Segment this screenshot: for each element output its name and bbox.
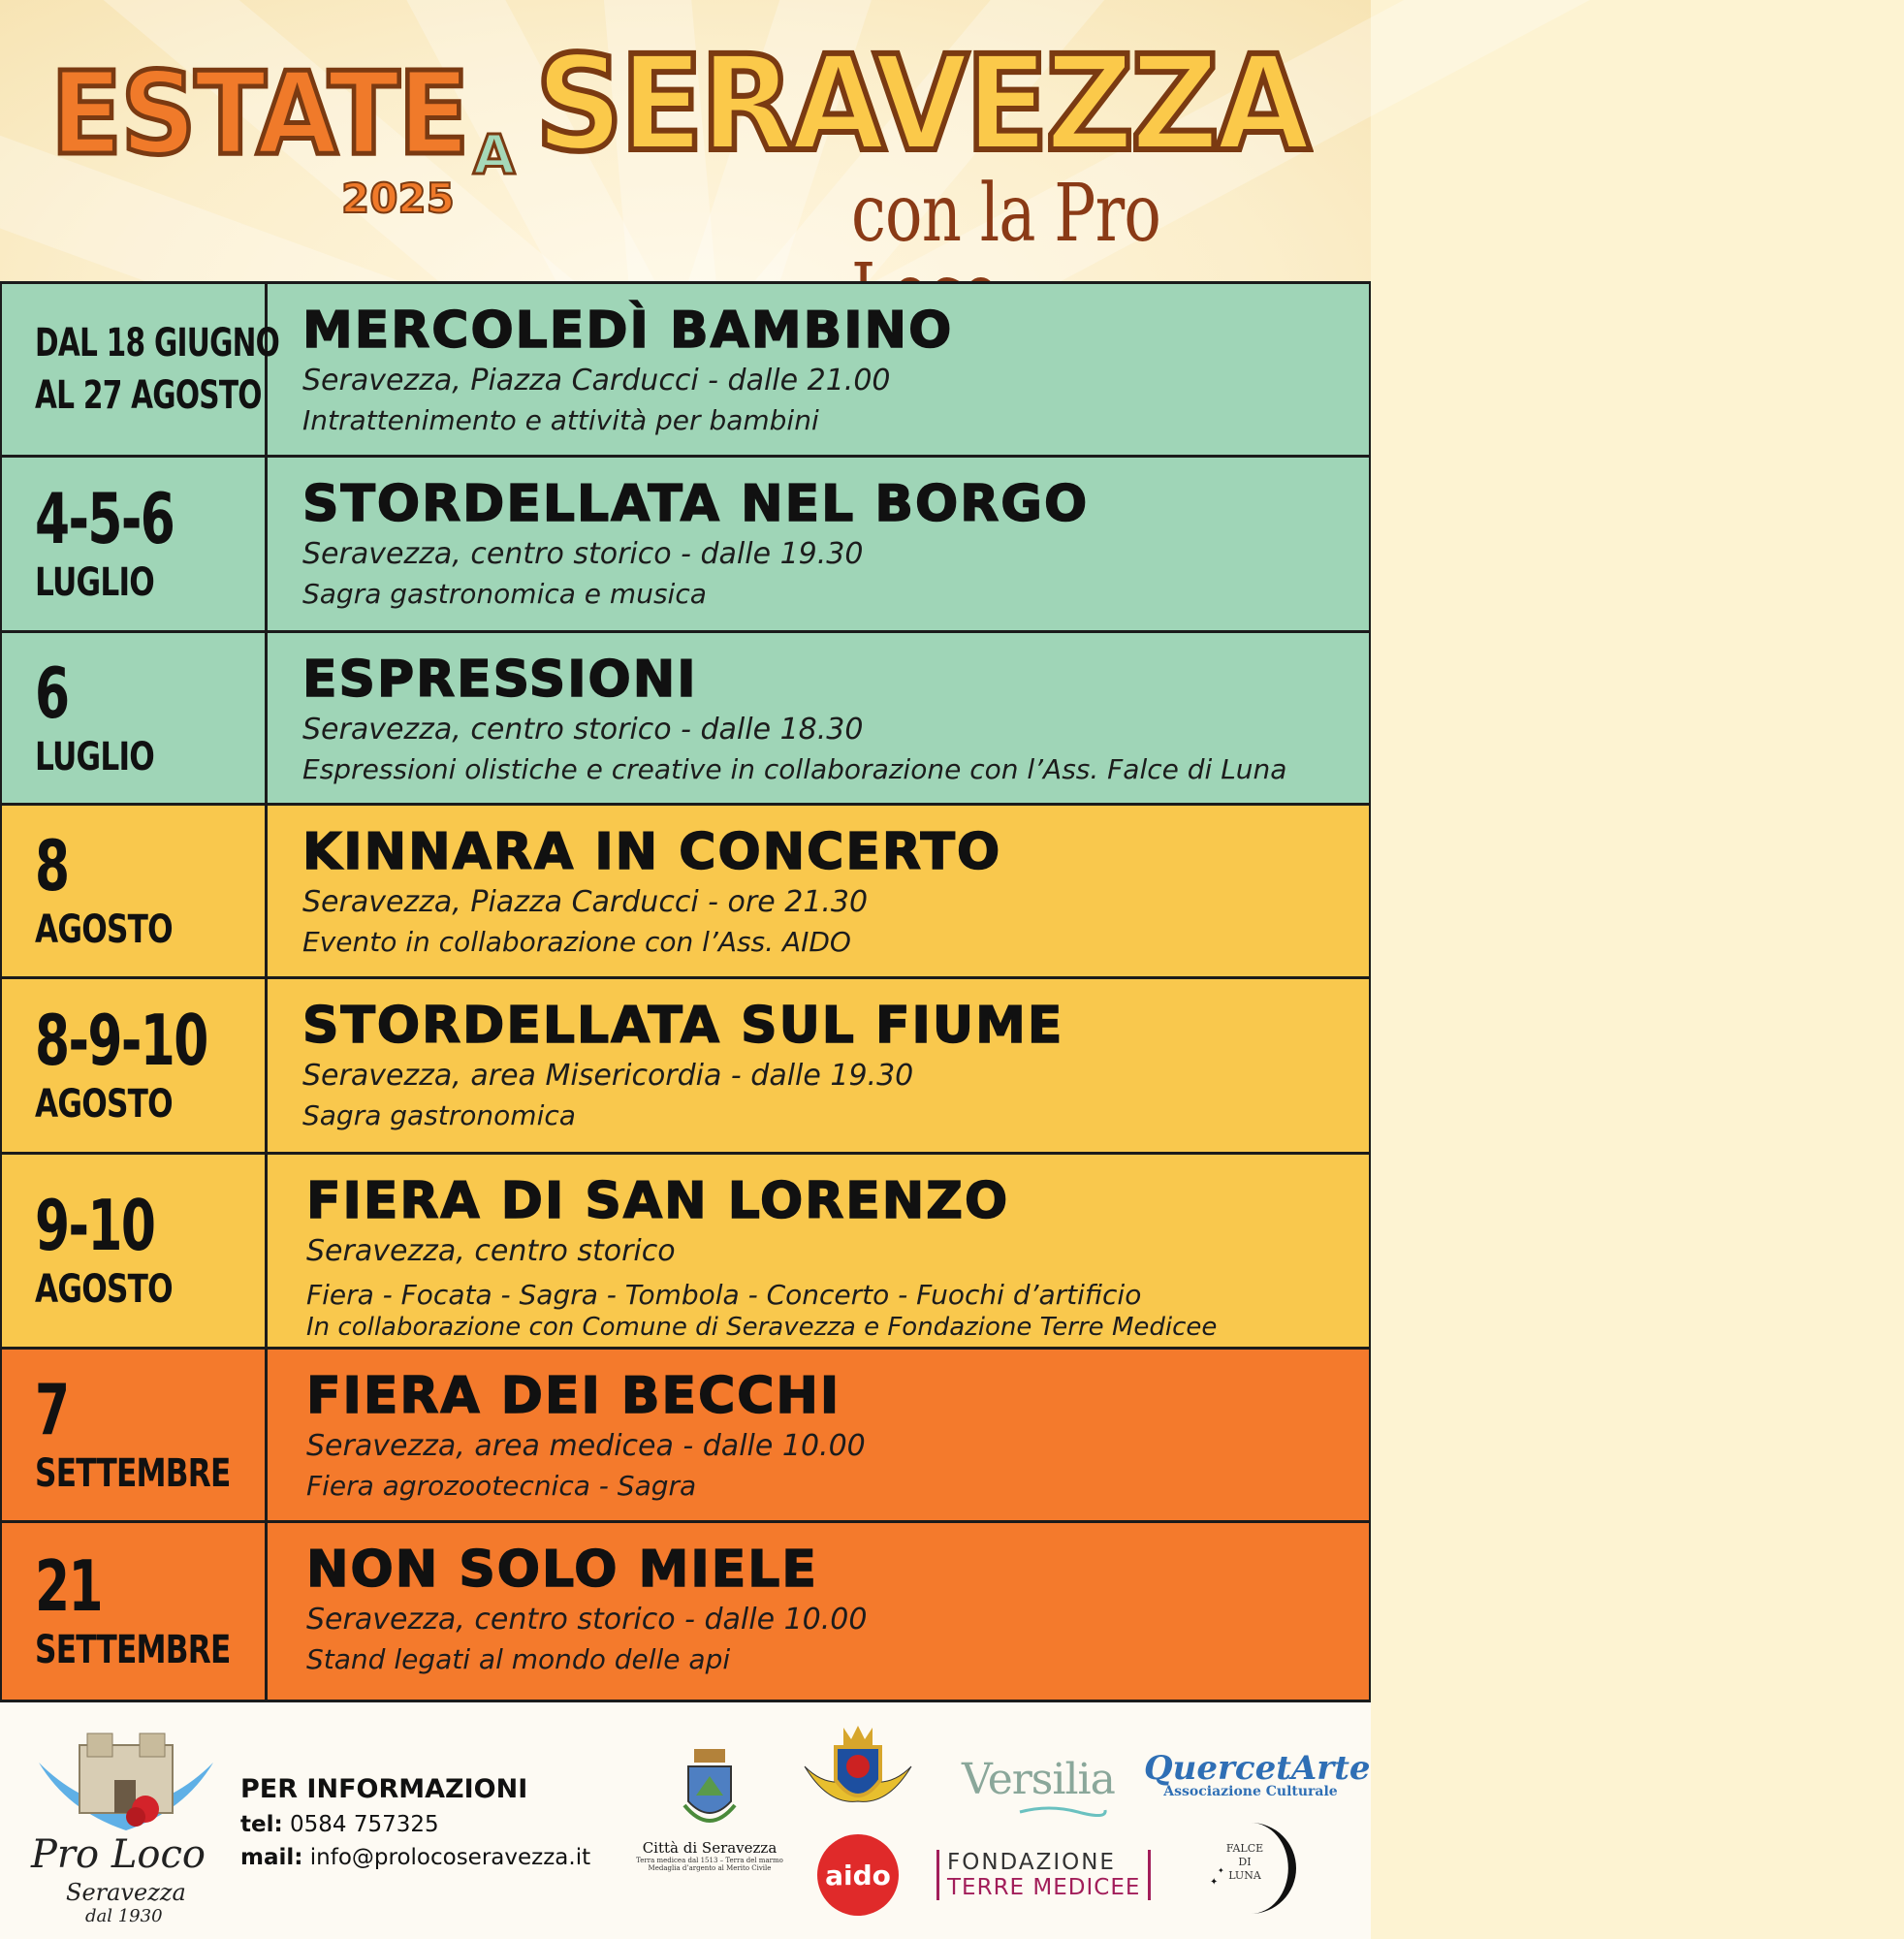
comune-line1: Terra medicea dal 1513 – Terra del marmo [636, 1857, 783, 1864]
mail-label: mail: [240, 1845, 303, 1870]
title-subtitle: con la Pro [851, 168, 1161, 260]
comune-name: Città di Seravezza [642, 1839, 777, 1857]
event-info [268, 1155, 1369, 1347]
event-row [2, 1523, 1369, 1700]
comune-crest-icon [681, 1747, 739, 1834]
title-connector: A [473, 124, 516, 187]
mail-value[interactable]: info@prolocoseravezza.it [309, 1845, 591, 1870]
event-location: Seravezza, centro storico - dalle 19.30 [302, 537, 864, 571]
event-row [2, 1350, 1369, 1520]
falce-line3: LUNA [1228, 1868, 1261, 1882]
event-month: AGOSTO [35, 1267, 173, 1312]
event-date [2, 979, 268, 1152]
versilia-wave-icon [962, 1804, 1107, 1818]
event-description: Intrattenimento e attività per bambini [302, 403, 819, 436]
event-info [268, 458, 1369, 630]
fondazione-logo [936, 1850, 1151, 1900]
event-title: KINNARA IN CONCERTO [302, 823, 1002, 881]
title-seravezza: SERAVEZZA [535, 28, 1308, 181]
event-month: SETTEMBRE [35, 1451, 231, 1496]
event-description: Fiera agrozootecnica - Sagra [306, 1469, 697, 1502]
event-month: LUGLIO [35, 734, 155, 779]
event-location: Seravezza, centro storico - dalle 18.30 [302, 713, 864, 747]
falce-text [1225, 1842, 1264, 1882]
event-description-extra: In collaborazione con Comune di Seravezza e Fondazione Terre Medicee [306, 1312, 1218, 1342]
event-description: Stand legati al mondo delle api [306, 1642, 731, 1675]
versilia-logo [962, 1755, 1115, 1823]
quercetarte-logo-text: QuercetArte [1144, 1749, 1371, 1788]
misericordia-crest-icon [801, 1724, 915, 1821]
svg-text:✦: ✦ [1218, 1866, 1224, 1875]
event-info [268, 284, 1369, 455]
event-month: AGOSTO [35, 1082, 173, 1127]
event-day: 7 [35, 1369, 69, 1450]
falce-line1: FALCE [1225, 1842, 1264, 1855]
comune-logo [628, 1747, 791, 1931]
event-description: Sagra gastronomica e musica [302, 577, 707, 610]
event-row [2, 458, 1369, 630]
event-title: STORDELLATA SUL FIUME [302, 997, 1064, 1055]
event-row [2, 979, 1369, 1152]
quercetarte-logo [1144, 1749, 1371, 1799]
event-row [2, 633, 1369, 803]
event-row [2, 806, 1369, 976]
event-date [2, 806, 268, 976]
event-date-from: DAL 18 GIUGNO [35, 321, 280, 366]
events-table [0, 281, 1371, 1702]
svg-text:✦: ✦ [1210, 1877, 1219, 1888]
title-year: 2025 [341, 175, 455, 222]
quercetarte-logo-sub: Associazione Culturale [1163, 1784, 1338, 1799]
footer [0, 1702, 1371, 1939]
proloco-logo [29, 1724, 223, 1927]
aido-logo [817, 1834, 899, 1916]
event-description: Sagra gastronomica [302, 1098, 576, 1131]
event-row [2, 284, 1369, 455]
info-heading: PER INFORMAZIONI [240, 1774, 528, 1804]
event-location: Seravezza, Piazza Carducci - ore 21.30 [302, 885, 869, 919]
event-title: FIERA DEI BECCHI [306, 1367, 841, 1425]
event-location: Seravezza, centro storico - dalle 10.00 [306, 1603, 868, 1637]
event-info [268, 806, 1369, 976]
event-title: STORDELLATA NEL BORGO [302, 475, 1090, 533]
phone-label: tel: [240, 1812, 283, 1837]
event-day: 4-5-6 [35, 478, 175, 559]
event-day: 8 [35, 825, 69, 906]
event-date [2, 633, 268, 803]
event-day: 8-9-10 [35, 1000, 207, 1081]
event-title: MERCOLEDÌ BAMBINO [302, 302, 954, 360]
event-date [2, 1155, 268, 1347]
event-month: SETTEMBRE [35, 1628, 231, 1672]
event-location: Seravezza, centro storico [306, 1234, 676, 1268]
event-date [2, 1350, 268, 1520]
event-description: Fiera - Focata - Sagra - Tombola - Concerto - Fuochi d’artificio [306, 1278, 1142, 1311]
event-title: NON SOLO MIELE [306, 1541, 818, 1599]
event-info [268, 633, 1369, 803]
phone-line [240, 1812, 590, 1837]
event-day: 6 [35, 652, 69, 734]
event-day: 9-10 [35, 1185, 155, 1266]
comune-line2: Medaglia d’argento al Merito Civile [648, 1864, 772, 1872]
falce-di-luna-logo [1204, 1817, 1291, 1923]
proloco-logo-sub: Seravezza [66, 1879, 186, 1906]
aido-logo-text: aido [825, 1859, 891, 1891]
event-description: Espressioni olistiche e creative in collaborazione con l’Ass. Falce di Luna [302, 752, 1287, 785]
event-info [268, 1523, 1369, 1700]
event-location: Seravezza, area medicea - dalle 10.00 [306, 1429, 866, 1463]
mail-line [240, 1845, 590, 1870]
poster-header [0, 0, 1371, 281]
event-location: Seravezza, Piazza Carducci - dalle 21.00 [302, 364, 891, 397]
proloco-building-icon [29, 1724, 223, 1840]
event-date-to: AL 27 AGOSTO [35, 373, 262, 418]
event-date [2, 1523, 268, 1700]
event-location: Seravezza, area Misericordia - dalle 19.30 [302, 1059, 914, 1093]
event-info [268, 1350, 1369, 1520]
proloco-logo-text: Pro Loco [31, 1832, 206, 1877]
title-estate: ESTATE [50, 47, 468, 180]
event-day: 21 [35, 1545, 102, 1627]
proloco-logo-since: dal 1930 [85, 1906, 163, 1926]
event-row [2, 1155, 1369, 1347]
event-title: FIERA DI SAN LORENZO [306, 1172, 1010, 1230]
event-month: AGOSTO [35, 907, 173, 952]
phone-value[interactable]: 0584 757325 [290, 1812, 439, 1837]
falce-line2: DI [1238, 1855, 1252, 1868]
event-title: ESPRESSIONI [302, 651, 698, 709]
contact-block [240, 1774, 590, 1870]
event-month: LUGLIO [35, 560, 155, 605]
versilia-logo-text: Versilia [962, 1755, 1115, 1804]
event-date [2, 284, 280, 455]
fondazione-line1: FONDAZIONE [947, 1850, 1116, 1875]
event-info [268, 979, 1369, 1152]
fondazione-line2: TERRE MEDICEE [947, 1875, 1141, 1900]
event-date [2, 458, 268, 630]
event-description: Evento in collaborazione con l’Ass. AIDO [302, 925, 851, 958]
